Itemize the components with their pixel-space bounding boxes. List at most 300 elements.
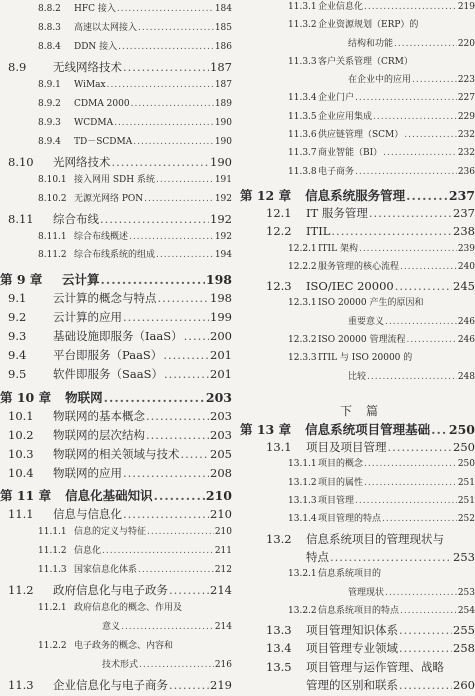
dot-leader: [102, 547, 214, 556]
toc-title: 结构和功能: [348, 39, 394, 49]
toc-continuation-cont-31[interactable]: [348, 589, 475, 598]
toc-number: 12.2.1: [288, 244, 317, 254]
dot-leader: [364, 479, 457, 488]
toc-number: 8.9.3: [38, 118, 61, 128]
toc-number: 13.1.3: [288, 496, 317, 506]
toc-subsection-13-1-3[interactable]: [288, 497, 475, 506]
toc-title: 信息与信息化: [53, 507, 122, 521]
toc-page-number: 254: [457, 606, 475, 616]
toc-page-number: 194: [214, 250, 232, 260]
dot-leader: [412, 76, 457, 85]
toc-page-number: 251: [457, 478, 475, 488]
toc-title: 光网络技术: [53, 155, 111, 169]
toc-number: 13.1: [266, 440, 292, 454]
toc-title: 综合布线概述: [74, 232, 129, 242]
toc-subsection-12-3-1[interactable]: [288, 299, 475, 308]
toc-subsection-11-2-1[interactable]: [38, 604, 232, 613]
toc-section-9-5[interactable]: [8, 369, 232, 381]
toc-number: 8.9: [8, 60, 27, 74]
toc-title: 软件即服务（SaaS）: [53, 367, 163, 381]
toc-chapter-11[interactable]: [0, 490, 232, 503]
toc-number: 11.3: [8, 678, 34, 692]
dot-leader: [114, 119, 214, 128]
dot-leader: [147, 528, 214, 537]
toc-title: 信息化: [74, 546, 102, 556]
toc-title: 项目管理知识体系: [306, 623, 398, 637]
toc-subsection-8-8-4[interactable]: [38, 43, 232, 52]
dot-leader: [163, 350, 209, 362]
toc-subsection-12-2-2[interactable]: [288, 263, 475, 272]
toc-page-number: 229: [457, 112, 475, 122]
toc-title: 信息系统项目管理基础: [305, 422, 431, 437]
toc-number: 11.3.4: [288, 93, 317, 103]
toc-number: 11.3.2: [288, 20, 317, 30]
dot-leader: [394, 40, 457, 49]
toc-section-8-10[interactable]: [8, 157, 232, 169]
toc-page-number: 199: [210, 310, 232, 324]
toc-subsection-12-3-3[interactable]: [288, 354, 475, 363]
toc-page-number: 201: [210, 367, 232, 381]
toc-page-number: 198: [210, 291, 232, 305]
dot-leader: [121, 623, 214, 632]
toc-section-8-11[interactable]: [8, 214, 232, 226]
toc-page-number: 250: [453, 440, 475, 454]
toc-number: 9.4: [8, 348, 27, 362]
toc-title: HFC 接入: [74, 4, 116, 14]
toc-title: 比较: [348, 372, 367, 382]
toc-title: 管理现状: [348, 588, 385, 598]
dot-leader: [101, 274, 205, 287]
toc-title: 综合布线: [53, 212, 99, 226]
dot-leader: [164, 369, 209, 381]
toc-page-number: 210: [214, 527, 232, 537]
toc-page-number: 246: [457, 317, 475, 327]
dot-leader: [382, 515, 457, 524]
toc-title: ITIL 架构: [318, 244, 358, 254]
toc-title: 企业应用集成: [318, 112, 373, 122]
toc-title: ITIL 与 ISO 20000 的: [318, 353, 413, 363]
toc-chapter-9[interactable]: [0, 274, 232, 287]
toc-page-number: 250: [448, 422, 475, 437]
toc-title: 信息系统项目的: [318, 569, 382, 579]
toc-title: 信息的定义与特征: [74, 527, 147, 537]
dot-leader: [369, 208, 452, 220]
toc-title: WiMax: [74, 80, 106, 90]
toc-title: 项目的属性: [318, 478, 364, 488]
toc-page-number: 227: [457, 93, 475, 103]
toc-page-number: 240: [457, 262, 475, 272]
part-heading: 下篇: [340, 404, 393, 418]
toc-title: 项目的概念: [318, 459, 364, 469]
dot-leader: [138, 566, 214, 575]
toc-subsection-11-3-7[interactable]: [288, 149, 475, 158]
toc-title: 云计算的概念与特点: [53, 291, 157, 305]
toc-title: 服务管理的核心流程: [318, 262, 400, 272]
dot-leader: [123, 468, 209, 480]
dot-leader: [364, 3, 457, 12]
toc-subsection-13-2-2[interactable]: [288, 607, 475, 616]
toc-number: 第 12 章: [240, 188, 292, 203]
toc-page-number: 232: [457, 148, 475, 158]
toc-number: 12.1: [266, 206, 292, 220]
toc-page-number: 210: [210, 507, 232, 521]
toc-section-9-4[interactable]: [8, 350, 232, 362]
toc-section-13-1[interactable]: [266, 442, 475, 454]
dot-leader: [156, 251, 214, 260]
toc-title: 供应链管理（SCM）: [318, 130, 404, 140]
toc-subsection-11-3-4[interactable]: [288, 94, 475, 103]
toc-section-9-3[interactable]: [8, 331, 232, 343]
toc-number: 13.1.2: [288, 478, 317, 488]
dot-leader: [129, 233, 214, 242]
toc-title: ISO 20000 管理流程: [318, 335, 406, 345]
toc-number: 11.1: [8, 507, 34, 521]
toc-title: 综合布线系统的组成: [74, 250, 156, 260]
dot-leader: [158, 293, 210, 305]
toc-number: 13.4: [266, 641, 292, 655]
toc-title: DDN 接入: [74, 42, 118, 52]
toc-chapter-12[interactable]: [240, 190, 475, 203]
toc-title: 云计算: [62, 272, 100, 287]
dot-leader: [100, 214, 209, 226]
toc-subsection-13-2-1[interactable]: [288, 570, 475, 579]
toc-title: 商业智能（BI）: [318, 148, 383, 158]
toc-page-number: 190: [214, 118, 232, 128]
dot-leader: [146, 430, 209, 442]
toc-title: 在企业中的应用: [348, 75, 412, 85]
toc-subsection-13-1-1[interactable]: [288, 460, 475, 469]
toc-number: 8.11.1: [38, 232, 67, 242]
toc-page-number: 205: [210, 447, 232, 461]
toc-chapter-13[interactable]: [240, 424, 475, 437]
toc-title: 电子政务的概念、内容和: [74, 641, 174, 651]
dot-leader: [146, 411, 209, 423]
toc-number: 11.3.8: [288, 167, 317, 177]
toc-section-11-2[interactable]: [8, 585, 232, 597]
toc-section-11-1[interactable]: [8, 509, 232, 521]
toc-title: 物联网的基本概念: [53, 409, 145, 423]
toc-number: 13.2: [266, 532, 292, 546]
toc-page-number: 232: [457, 130, 475, 140]
toc-subsection-8-10-2[interactable]: [38, 195, 232, 204]
toc-subsection-11-3-6[interactable]: [288, 131, 475, 140]
toc-title: ITIL: [306, 224, 331, 238]
toc-section-8-9[interactable]: [8, 62, 232, 74]
toc-number: 9.5: [8, 367, 27, 381]
dot-leader: [117, 5, 214, 14]
toc-number: 8.8.2: [38, 4, 61, 14]
toc-page-number: 189: [214, 99, 232, 109]
toc-number: 8.11: [8, 212, 34, 226]
dot-leader: [123, 312, 209, 324]
toc-title: 项目管理专业领域: [306, 641, 398, 655]
toc-subsection-11-1-1[interactable]: [38, 528, 232, 537]
toc-title: 政府信息化与电子政务: [53, 583, 168, 597]
toc-subsection-12-2-1[interactable]: [288, 245, 475, 254]
toc-page-number: 253: [453, 550, 475, 564]
toc-title: 政府信息化的概念、作用及: [74, 603, 183, 613]
toc-section-10-1[interactable]: [8, 411, 232, 423]
toc-subsection-8-9-1[interactable]: [38, 81, 232, 90]
toc-title: 特点: [306, 550, 329, 564]
toc-page-number: 251: [457, 496, 475, 506]
toc-number: 11.1.2: [38, 546, 67, 556]
toc-number: 9.2: [8, 310, 27, 324]
toc-section-9-1[interactable]: [8, 293, 232, 305]
toc-subsection-8-11-2[interactable]: [38, 251, 232, 260]
toc-page-number: 253: [457, 588, 475, 598]
toc-continuation-cont-2[interactable]: [348, 40, 475, 49]
toc-title: WCDMA: [74, 118, 114, 128]
toc-subsection-11-3-1[interactable]: [288, 3, 475, 12]
toc-page-number: 186: [214, 42, 232, 52]
toc-title: 信息化基础知识: [65, 488, 153, 503]
toc-title: 物联网的相关领域与技术: [53, 447, 180, 461]
toc-page-number: 246: [457, 335, 475, 345]
toc-section-12-2[interactable]: [266, 226, 475, 238]
toc-page-number: 248: [457, 372, 475, 382]
toc-number: 12.2.2: [288, 262, 317, 272]
toc-title: 信息系统服务管理: [305, 188, 406, 203]
toc-title: 无源光网络 PON: [74, 194, 144, 204]
dot-leader: [400, 607, 457, 616]
dot-leader: [355, 497, 457, 506]
toc-title: 重要意义: [348, 317, 385, 327]
toc-subsection-8-10-1[interactable]: [38, 176, 232, 185]
toc-subsection-8-8-3[interactable]: [38, 24, 232, 33]
toc-page-number: 216: [214, 660, 232, 670]
toc-number: 13.1.4: [288, 514, 317, 524]
dot-leader: [169, 585, 209, 597]
dot-leader: [406, 190, 448, 203]
toc-page-number: 184: [214, 4, 232, 14]
toc-section-11-3[interactable]: [8, 680, 232, 692]
toc-page-number: 192: [210, 212, 232, 226]
toc-section-9-2[interactable]: [8, 312, 232, 324]
toc-title: 企业门户: [318, 93, 355, 103]
dot-leader: [399, 680, 452, 692]
toc-number: 12.3.3: [288, 353, 317, 363]
toc-number: 第 9 章: [0, 272, 43, 287]
toc-continuation-cont-17[interactable]: [348, 318, 475, 327]
toc-page-number: 237: [448, 188, 475, 203]
toc-title: 企业信息化与电子商务: [53, 678, 168, 692]
toc-number: 8.9.1: [38, 80, 61, 90]
toc-number: 8.8.4: [38, 42, 61, 52]
toc-number: 8.10: [8, 155, 34, 169]
dot-leader: [395, 281, 452, 293]
dot-leader: [169, 680, 209, 692]
toc-continuation-cont-36[interactable]: [306, 680, 475, 692]
toc-title: 平台即服务（PaaS）: [53, 348, 163, 362]
toc-continuation-cont-34[interactable]: [102, 661, 232, 670]
dot-leader: [406, 336, 456, 345]
toc-title: ISO/IEC 20000: [306, 279, 394, 293]
toc-subsection-12-3-2[interactable]: [288, 336, 475, 345]
toc-title: 项目管理: [318, 496, 355, 506]
toc-title: 信息系统项目的特点: [318, 606, 400, 616]
toc-title: 项目管理与运作管理、战略: [306, 660, 444, 674]
toc-subsection-8-8-2[interactable]: [38, 5, 232, 14]
toc-subsection-8-9-2[interactable]: [38, 100, 232, 109]
toc-number: 8.8.3: [38, 23, 61, 33]
toc-number: 11.3.3: [288, 57, 317, 67]
toc-title: 接入网用 SDH 系统: [74, 175, 155, 185]
toc-page-number: 236: [457, 167, 475, 177]
toc-page-number: 203: [210, 428, 232, 442]
dot-leader: [104, 392, 205, 405]
dot-leader: [399, 625, 452, 637]
toc-number: 8.10.1: [38, 175, 67, 185]
dot-leader: [107, 81, 214, 90]
toc-number: 8.9.2: [38, 99, 61, 109]
toc-title: 基础设施即服务（IaaS）: [53, 329, 183, 343]
toc-number: 10.3: [8, 447, 34, 461]
toc-page-number: 191: [214, 175, 232, 185]
toc-number: 第 11 章: [0, 488, 52, 503]
toc-page-number: 214: [214, 622, 232, 632]
toc-column-right: [240, 0, 475, 696]
dot-leader: [123, 509, 209, 521]
toc-title: 高速以太网接入: [74, 23, 138, 33]
toc-subsection-11-3-3[interactable]: [288, 58, 475, 67]
toc-title: 企业信息化: [318, 2, 364, 12]
toc-continuation-cont-20[interactable]: [348, 373, 475, 382]
toc-page-number: 239: [457, 244, 475, 254]
toc-subsection-8-9-4[interactable]: [38, 138, 232, 147]
toc-page-number: 255: [453, 623, 475, 637]
dot-leader: [118, 43, 214, 52]
toc-subsection-8-9-3[interactable]: [38, 119, 232, 128]
toc-number: 11.3.5: [288, 112, 317, 122]
toc-page-number: 192: [214, 194, 232, 204]
toc-page-number: 187: [210, 60, 232, 74]
toc-column-left: [0, 0, 232, 696]
toc-title: IT 服务管理: [306, 206, 368, 220]
toc-page-number: 211: [214, 546, 232, 556]
toc-section-10-4[interactable]: [8, 468, 232, 480]
toc-title: 物联网的层次结构: [53, 428, 145, 442]
toc-section-10-3[interactable]: [8, 449, 232, 461]
dot-leader: [138, 24, 214, 33]
toc-section-13-2[interactable]: [266, 534, 475, 546]
toc-page-number: 245: [453, 279, 475, 293]
toc-number: 8.11.2: [38, 250, 67, 260]
toc-subsection-11-1-2[interactable]: [38, 547, 232, 556]
dot-leader: [388, 442, 453, 454]
dot-leader: [385, 318, 457, 327]
toc-page-number: 219: [210, 678, 232, 692]
dot-leader: [359, 245, 457, 254]
toc-continuation-cont-4[interactable]: [348, 76, 475, 85]
toc-number: 13.1.1: [288, 459, 317, 469]
toc-subsection-11-1-3[interactable]: [38, 566, 232, 575]
toc-number: 9.3: [8, 329, 27, 343]
toc-number: 11.3.6: [288, 130, 317, 140]
toc-page-number: 190: [214, 137, 232, 147]
dot-leader: [156, 176, 214, 185]
toc-page-number: 201: [210, 348, 232, 362]
dot-leader: [154, 490, 205, 503]
toc-subsection-11-3-2[interactable]: [288, 21, 475, 30]
toc-number: 9.1: [8, 291, 27, 305]
toc-subsection-11-2-2[interactable]: [38, 642, 232, 651]
toc-title: 客户关系管理（CRM）: [318, 57, 413, 67]
dot-leader: [364, 460, 457, 469]
toc-subsection-13-1-2[interactable]: [288, 479, 475, 488]
toc-number: 10.2: [8, 428, 34, 442]
toc-page-number: 223: [457, 75, 475, 85]
toc-chapter-10[interactable]: [0, 392, 232, 405]
toc-title: 物联网的应用: [53, 466, 122, 480]
toc-number: 11.2.2: [38, 641, 67, 651]
toc-continuation-cont-29[interactable]: [306, 552, 475, 564]
dot-leader: [383, 149, 457, 158]
toc-number: 13.2.1: [288, 569, 317, 579]
toc-section-13-3[interactable]: [266, 625, 475, 637]
toc-subsection-11-3-5[interactable]: [288, 113, 475, 122]
toc-page-number: 190: [210, 155, 232, 169]
toc-section-12-1[interactable]: [266, 208, 475, 220]
toc-section-10-2[interactable]: [8, 430, 232, 442]
toc-page-number: 220: [457, 39, 475, 49]
dot-leader: [131, 100, 214, 109]
toc-page-number: 212: [214, 565, 232, 575]
toc-page-number: 238: [453, 224, 475, 238]
toc-number: 11.1.1: [38, 527, 67, 537]
toc-number: 11.3.1: [288, 2, 317, 12]
toc-section-12-3[interactable]: [266, 281, 475, 293]
dot-leader: [373, 113, 457, 122]
toc-number: 第 10 章: [0, 390, 52, 405]
dot-leader: [330, 552, 452, 564]
toc-number: 10.4: [8, 466, 34, 480]
toc-title: 信息系统项目的管理现状与: [306, 532, 444, 546]
dot-leader: [367, 373, 457, 382]
toc-number: 13.2.2: [288, 606, 317, 616]
toc-subsection-13-1-4[interactable]: [288, 515, 475, 524]
toc-title: 项目管理的特点: [318, 514, 382, 524]
toc-page-number: 214: [210, 583, 232, 597]
toc-section-13-4[interactable]: [266, 643, 475, 655]
toc-number: 12.3.1: [288, 298, 317, 308]
toc-number: 12.3: [266, 279, 292, 293]
toc-number: 13.3: [266, 623, 292, 637]
toc-number: 8.9.4: [38, 137, 61, 147]
toc-page-number: 210: [205, 488, 232, 503]
dot-leader: [123, 62, 209, 74]
toc-title: 项目及项目管理: [306, 440, 387, 454]
toc-page-number: 200: [210, 329, 232, 343]
toc-subsection-11-3-8[interactable]: [288, 168, 475, 177]
toc-title: 企业资源规划（ERP）的: [318, 20, 419, 30]
toc-continuation-cont-32[interactable]: [102, 623, 232, 632]
toc-title: 国家信息化体系: [74, 565, 138, 575]
dot-leader: [400, 263, 457, 272]
toc-title: 技术形式: [102, 660, 139, 670]
toc-title: 意义: [102, 622, 121, 632]
toc-section-13-5[interactable]: [266, 662, 475, 674]
toc-number: 8.10.2: [38, 194, 67, 204]
dot-leader: [133, 138, 214, 147]
toc-page-number: 185: [214, 23, 232, 33]
toc-number: 11.2: [8, 583, 34, 597]
toc-subsection-8-11-1[interactable]: [38, 233, 232, 242]
toc-number: 13.5: [266, 660, 292, 674]
toc-page-number: 203: [205, 390, 232, 405]
toc-page-number: 208: [210, 466, 232, 480]
toc-number: 11.3.7: [288, 148, 317, 158]
